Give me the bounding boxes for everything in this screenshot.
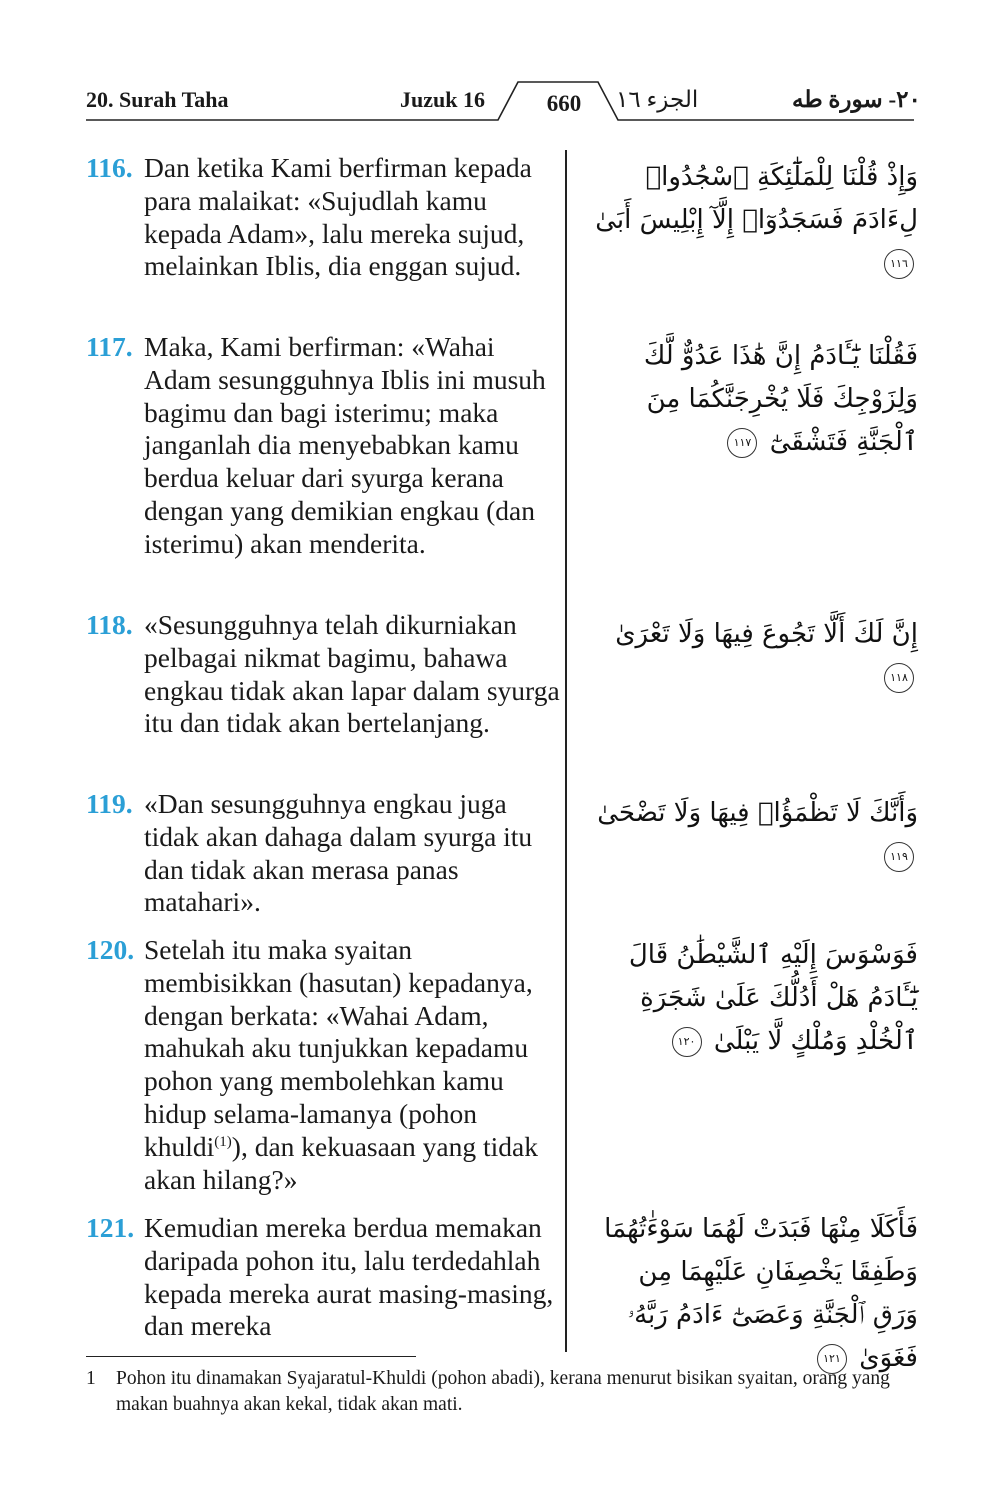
verse-text: Dan ketika Kami berfirman kepada para malaikat: «Sujudlah kamu kepada Adam», lalu mereka sujud, melainkan Iblis, dia enggan sujud. <box>144 152 532 282</box>
header-rule <box>86 0 914 140</box>
footnote-number: 1 <box>86 1368 96 1389</box>
header-surah-title: 20. Surah Taha <box>86 87 229 112</box>
ayah-marker-icon: ١١٨ <box>884 663 914 693</box>
verse-translation-116 <box>86 152 560 283</box>
verse-translation-117 <box>86 331 560 561</box>
arabic-text: إِنَّ لَكَ أَلَّا تَجُوعَ فِيهَا وَلَا تَعْرَىٰ <box>615 619 918 649</box>
verse-text: Maka, Kami berfirman: «Wahai Adam sesungguhnya Iblis ini musuh bagimu dan bagi isterimu; maka janganlah dia menyebabkan kamu berdua keluar dari syurga kerana dengan yang demikian engkau (dan isterimu) akan menderita. <box>144 331 546 559</box>
arabic-text: فَقُلْنَا يَٰٓـَٔادَمُ إِنَّ هَٰذَا عَدُوٌّ لَّكَ وَلِزَوْجِكَ فَلَا يُخْرِجَنَّكُمَا مِنَ ٱلْجَنَّةِ فَتَشْقَىٰٓ <box>643 341 918 457</box>
verse-translation-121 <box>86 1212 560 1343</box>
verse-number: 117. <box>86 331 133 362</box>
verse-number: 121. <box>86 1212 135 1243</box>
verse-number: 120. <box>86 934 135 965</box>
footnote-reference[interactable]: (1) <box>214 1133 232 1150</box>
arabic-text: فَوَسْوَسَ إِلَيْهِ ٱلشَّيْطَٰنُ قَالَ يَٰٓـَٔادَمُ هَلْ أَدُلُّكَ عَلَىٰ شَجَرَةِ ٱلْخُلْدِ وَمُلْكٍ لَّا يَبْلَىٰ <box>628 940 918 1056</box>
verse-text: Setelah itu maka syaitan membisikkan (hasutan) kepadanya, dengan berkata: «Wahai Adam, mahukah aku tunjukkan kepadamu pohon yang membolehkan kamu hidup selama-lamanya (pohon khuldi <box>144 934 533 1162</box>
verse-arabic-116 <box>588 156 918 285</box>
verse-arabic-118 <box>588 613 918 699</box>
ayah-marker-icon: ١١٦ <box>884 249 914 279</box>
verse-arabic-121 <box>588 1208 918 1380</box>
page-number: 660 <box>546 91 582 116</box>
header-juz-arabic: الجزء ١٦ <box>616 87 699 112</box>
column-divider <box>565 150 567 1352</box>
ayah-marker-icon: ١٢٠ <box>672 1027 702 1057</box>
footnote <box>86 1366 926 1418</box>
verse-arabic-120 <box>588 934 918 1063</box>
verse-text-block <box>144 934 560 1196</box>
ayah-marker-icon: ١١٩ <box>884 842 914 872</box>
verse-text: Kemudian mereka berdua memakan daripada pohon itu, lalu terdedahlah kepada mereka aurat masing-masing, dan mereka <box>144 1212 554 1342</box>
arabic-text: وَأَنَّكَ لَا تَظْمَؤُا۟ فِيهَا وَلَا تَضْحَىٰ <box>597 798 918 828</box>
ayah-marker-icon: ١٢١ <box>817 1344 847 1374</box>
verse-translation-118 <box>86 609 560 740</box>
header-surah-arabic: ٢٠- سورة طه <box>792 87 921 112</box>
verse-text: «Dan sesungguhnya engkau juga tidak akan dahaga dalam syurga itu dan tidak akan merasa panas matahari». <box>144 788 533 918</box>
header-juz-label: Juzuk 16 <box>400 87 485 112</box>
verse-translation-119 <box>86 788 560 919</box>
footnote-rule <box>86 1356 416 1357</box>
verse-number: 118. <box>86 609 133 640</box>
verse-number: 116. <box>86 152 133 183</box>
arabic-text: وَإِذْ قُلْنَا لِلْمَلَٰٓئِكَةِ ٱسْجُدُوا۟ لِءَادَمَ فَسَجَدُوٓا۟ إِلَّآ إِبْلِيسَ أَبَىٰ <box>595 162 918 235</box>
verse-number: 119. <box>86 788 133 819</box>
arabic-text: فَأَكَلَا مِنْهَا فَبَدَتْ لَهُمَا سَوْءَٰتُهُمَا وَطَفِقَا يَخْصِفَانِ عَلَيْهِمَا مِن وَرَقِ ٱلْجَنَّةِ وَعَصَىٰٓ ءَادَمُ رَبَّهُۥ فَغَوَىٰ <box>604 1214 918 1373</box>
verse-translation-120 <box>86 934 560 1196</box>
verse-arabic-119 <box>588 792 918 878</box>
footnote-text: Pohon itu dinamakan Syajaratul-Khuldi (pohon abadi), kerana menurut bisikan syaitan, orang yang makan buahnya akan kekal, tidak akan mati. <box>116 1368 890 1415</box>
ayah-marker-icon: ١١٧ <box>727 428 757 458</box>
verse-text-continued: ), dan kekuasaan yang tidak akan hilang?» <box>144 1130 538 1195</box>
verse-arabic-117 <box>588 335 918 464</box>
verse-text: «Sesungguhnya telah dikurniakan pelbagai nikmat bagimu, bahawa engkau tidak akan lapar dalam syurga itu dan tidak akan bertelanjang. <box>144 609 560 739</box>
